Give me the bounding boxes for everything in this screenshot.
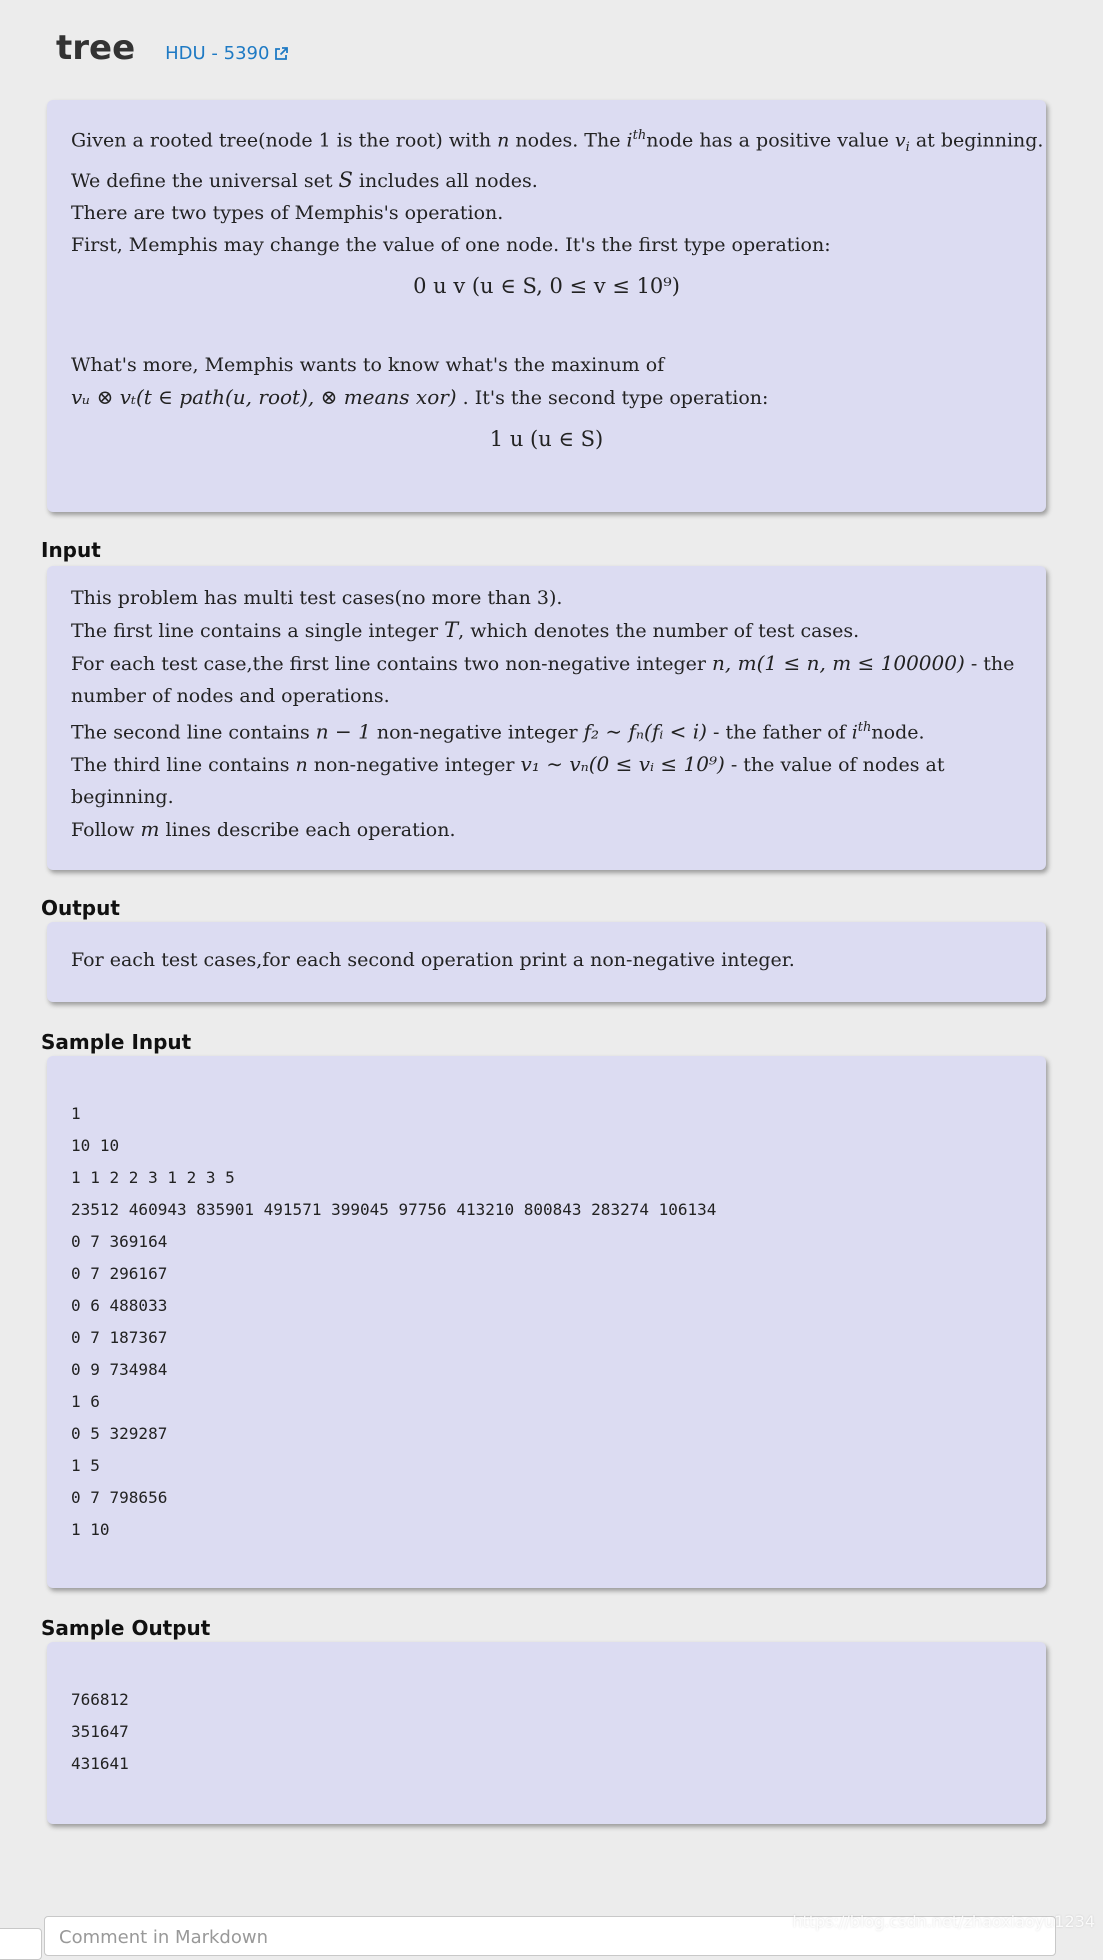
sample-output-card	[47, 1642, 1046, 1824]
external-link-icon	[273, 46, 289, 62]
code-line: 1 10	[71, 1520, 110, 1539]
formula-first-operation: 0 u v (u ∈ S, 0 ≤ v ≤ 10⁹)	[413, 274, 680, 299]
input-line: beginning.	[71, 786, 174, 809]
output-text: For each test cases,for each second operation print a non-negative integer.	[71, 949, 795, 971]
input-heading: Input	[41, 538, 101, 562]
description-line: There are two types of Memphis's operation.	[71, 202, 504, 225]
sample-input-card	[47, 1056, 1046, 1588]
code-line: 0 5 329287	[71, 1424, 168, 1443]
code-line: 0 7 369164	[71, 1232, 168, 1251]
code-line: 1 1 2 2 3 1 2 3 5	[71, 1168, 235, 1187]
problem-source-link[interactable]	[165, 43, 289, 64]
code-line: 10 10	[71, 1136, 120, 1155]
description-line: What's more, Memphis wants to know what's the maxinum of	[71, 354, 665, 377]
sample-input-block	[71, 1098, 1022, 1546]
watermark-text: https://blog.csdn.net/zhaoxiaoyu1234	[792, 1912, 1095, 1931]
input-line: Follow m lines describe each operation.	[71, 817, 456, 842]
sample-output-block	[71, 1684, 1022, 1780]
left-button-stub[interactable]	[0, 1928, 42, 1960]
output-card	[47, 922, 1046, 1002]
description-card	[47, 100, 1046, 512]
input-line: The third line contains n non-negative integer v₁ ∼ vₙ(0 ≤ vᵢ ≤ 10⁹) - the value of nodes at	[71, 752, 945, 777]
problem-source-label: HDU - 5390	[165, 43, 270, 64]
code-line: 0 7 798656	[71, 1488, 168, 1507]
description-line: Given a rooted tree(node 1 is the root) with n nodes. The $i^{th}node$ has a positive value $v_i$ at beginning.	[71, 128, 1044, 156]
code-line: 766812	[71, 1690, 129, 1709]
output-heading: Output	[41, 896, 120, 920]
sample-input-heading: Sample Input	[41, 1030, 192, 1054]
formula-second-operation: 1 u (u ∈ S)	[489, 427, 604, 452]
input-line: This problem has multi test cases(no more than 3).	[71, 587, 563, 609]
code-line: 0 7 296167	[71, 1264, 168, 1283]
code-line: 1 6	[71, 1392, 100, 1411]
input-line: For each test case,the first line contains two non-negative integer n, m(1 ≤ n, m ≤ 100000) - the	[71, 651, 1015, 675]
problem-title: tree	[56, 28, 136, 68]
code-line: 0 7 187367	[71, 1328, 168, 1347]
input-card	[47, 566, 1046, 870]
code-line: 1 5	[71, 1456, 100, 1475]
code-line: 351647	[71, 1722, 129, 1741]
input-line: The first line contains a single integer T, which denotes the number of test cases.	[71, 618, 860, 642]
sample-output-heading: Sample Output	[41, 1616, 211, 1640]
code-line: 0 9 734984	[71, 1360, 168, 1379]
problem-header	[56, 28, 289, 68]
description-line: vᵤ ⊗ vₜ(t ∈ path(u, root), ⊗ means xor) . It's the second type operation:	[71, 385, 769, 410]
code-line: 431641	[71, 1754, 129, 1773]
comment-placeholder: Comment in Markdown	[59, 1927, 268, 1948]
description-line: First, Memphis may change the value of one node. It's the first type operation:	[71, 234, 831, 257]
description-line: We define the universal set S includes all nodes.	[71, 168, 538, 193]
code-line: 23512 460943 835901 491571 399045 97756 413210 800843 283274 106134	[71, 1200, 717, 1219]
input-line: number of nodes and operations.	[71, 685, 390, 707]
input-line: The second line contains n − 1 non-negative integer f₂ ∼ fₙ(fᵢ < i) - the father of $i^{th}node$.	[71, 719, 925, 744]
code-line: 0 6 488033	[71, 1296, 168, 1315]
code-line: 1	[71, 1104, 81, 1123]
